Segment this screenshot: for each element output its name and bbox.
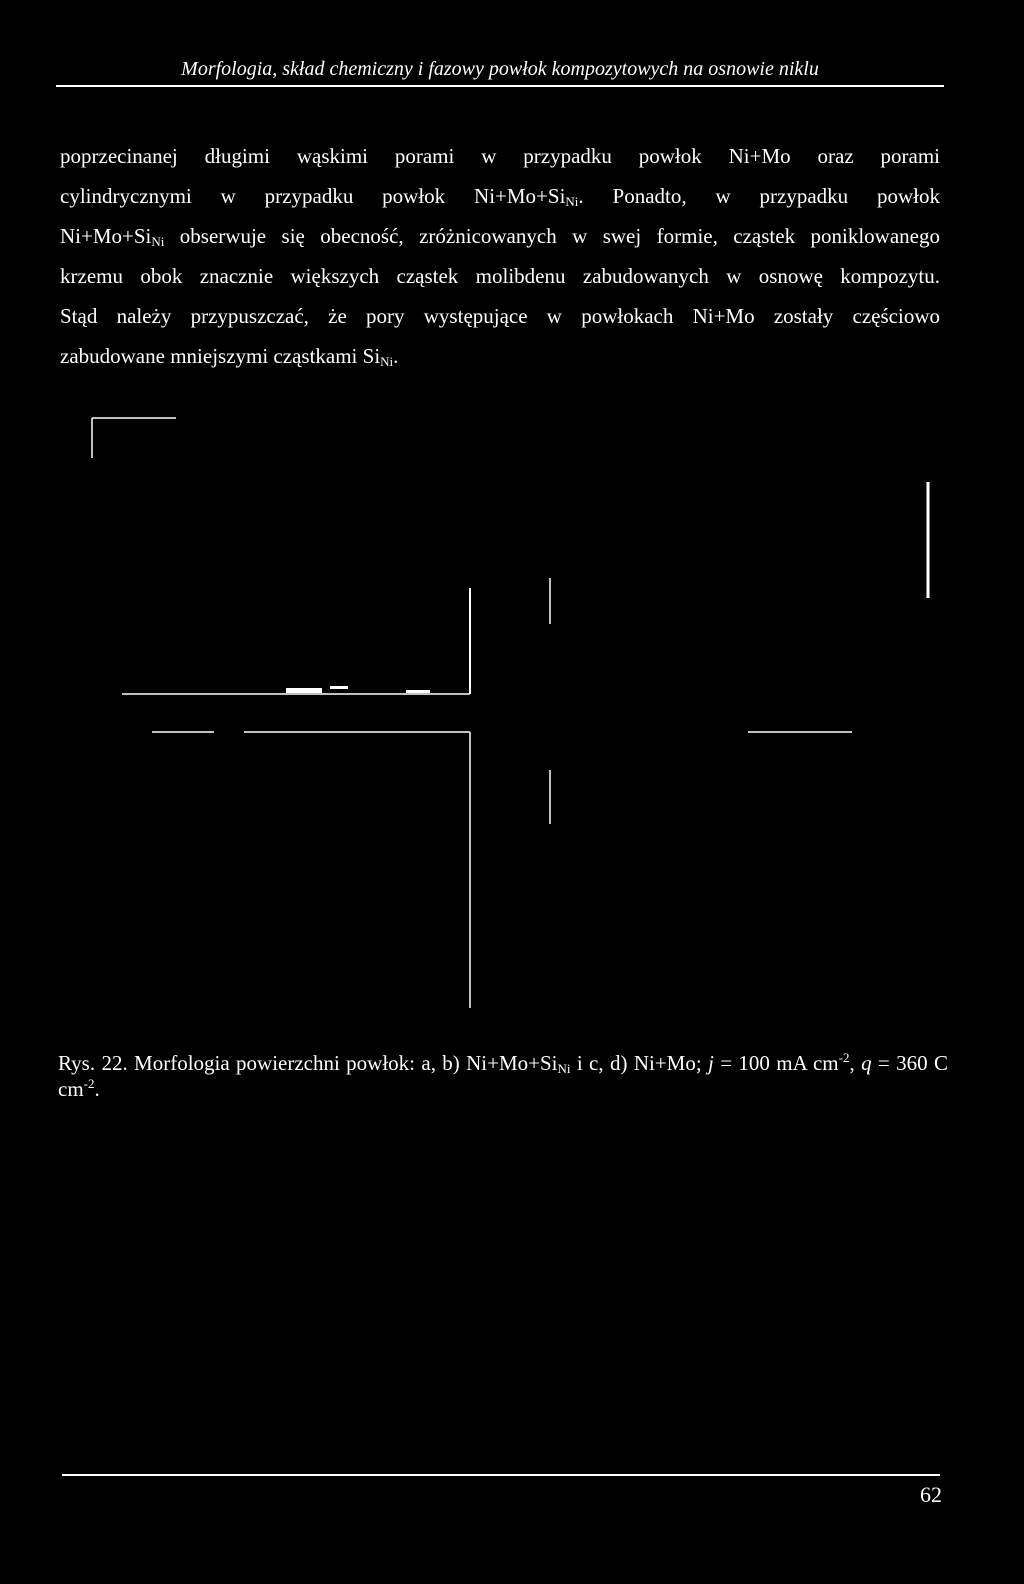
figure-micrographs bbox=[0, 400, 1024, 1040]
body-paragraph bbox=[60, 136, 940, 376]
body-line: cylindrycznymi w przypadku powłok $Ni+Mo+Si_{Ni}$. Ponadto, w przypadku powłok bbox=[60, 184, 941, 209]
figure-caption: Rys. 22. Morfologia powierzchni powłok: a, b) $Ni+Mo+Si_{Ni}$ i c, d) Ni+Mo; j = 100 mA $cm^{-2}$, q = 360 C $cm^{-2}$. bbox=[58, 1050, 948, 1101]
body-line: poprzecinanej długimi wąskimi porami w przypadku powłok Ni+Mo oraz porami bbox=[60, 144, 940, 168]
body-line: Stąd należy przypuszczać, że pory występujące w powłokach Ni+Mo zostały częściowo bbox=[60, 304, 940, 328]
micrograph-panel-frames bbox=[0, 400, 1024, 1040]
body-line: zabudowane mniejszymi cząstkami $Si_{Ni}$. bbox=[60, 344, 399, 369]
body-line: $Ni+Mo+Si_{Ni}$ obserwuje się obecność, zróżnicowanych w swej formie, cząstek poniklowanego bbox=[60, 224, 940, 249]
page-number: 62 bbox=[920, 1482, 942, 1507]
scale-bar-mark bbox=[286, 688, 322, 693]
scale-bar-mark bbox=[406, 690, 430, 693]
scale-bar-mark bbox=[330, 686, 348, 689]
footer-rule bbox=[62, 1474, 940, 1476]
body-line: krzemu obok znacznie większych cząstek molibdenu zabudowanych w osnowę kompozytu. bbox=[60, 264, 940, 288]
running-header: Morfologia, skład chemiczny i fazowy powłok kompozytowych na osnowie niklu bbox=[56, 58, 944, 87]
